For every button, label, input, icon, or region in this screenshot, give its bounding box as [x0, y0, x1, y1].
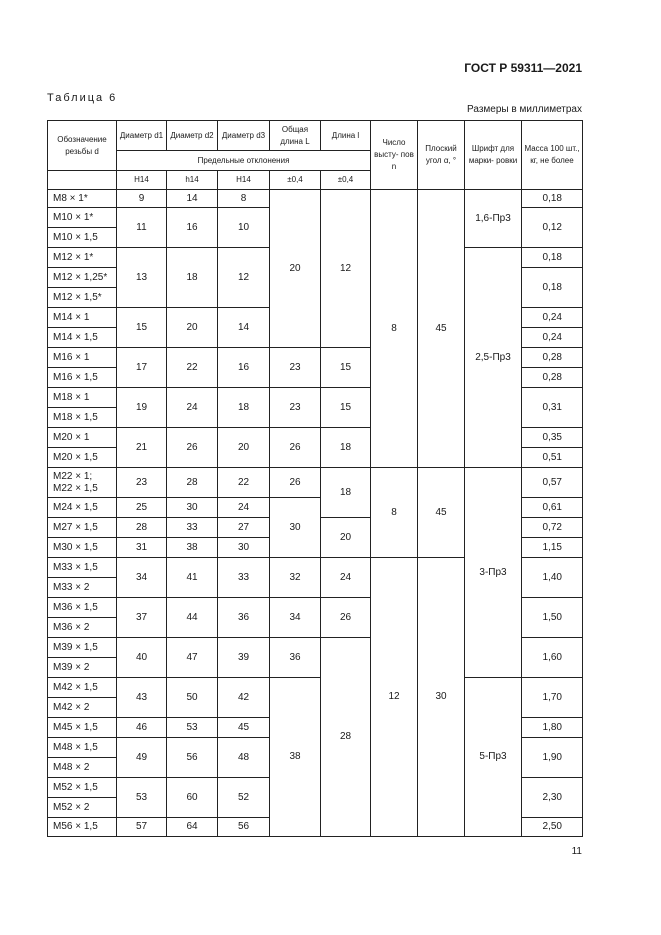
designation-cell: M20 × 1: [48, 428, 117, 448]
alpha-cell: 30: [418, 558, 465, 837]
l-cell: 24: [321, 558, 371, 598]
designation-cell: M14 × 1: [48, 308, 117, 328]
l-cell: 18: [321, 428, 371, 468]
d1-cell: 25: [117, 498, 167, 518]
d3-cell: 45: [218, 718, 270, 738]
d3-cell: 56: [218, 818, 270, 837]
designation-cell: M42 × 2: [48, 698, 117, 718]
mass-cell: 0,31: [522, 388, 583, 428]
designation-cell: M16 × 1: [48, 348, 117, 368]
d2-cell: 20: [167, 308, 218, 348]
tolerance-d2: h14: [167, 171, 218, 190]
L-cell: 38: [270, 678, 321, 837]
col-l: Длина l: [321, 121, 371, 151]
d3-cell: 33: [218, 558, 270, 598]
d3-cell: 30: [218, 538, 270, 558]
designation-cell: M36 × 2: [48, 618, 117, 638]
col-n: Число высту- пов n: [371, 121, 418, 190]
l-cell: 12: [321, 190, 371, 348]
font-cell: 1,6-Пр3: [465, 190, 522, 248]
designation-cell: M48 × 1,5: [48, 738, 117, 758]
standard-header: ГОСТ Р 59311—2021: [464, 61, 582, 75]
font-cell: 5-Пр3: [465, 678, 522, 837]
d2-cell: 26: [167, 428, 218, 468]
mass-cell: 0,28: [522, 368, 583, 388]
l-cell: 26: [321, 598, 371, 638]
col-mass: Масса 100 шт., кг, не более: [522, 121, 583, 190]
d2-cell: 60: [167, 778, 218, 818]
mass-cell: 1,80: [522, 718, 583, 738]
d3-cell: 39: [218, 638, 270, 678]
l-cell: 18: [321, 468, 371, 518]
col-d3: Диаметр d3: [218, 121, 270, 151]
designation-cell: M10 × 1,5: [48, 228, 117, 248]
mass-cell: 0,24: [522, 308, 583, 328]
mass-cell: 0,18: [522, 190, 583, 208]
d2-cell: 28: [167, 468, 218, 498]
n-cell: 8: [371, 468, 418, 558]
mass-cell: 0,57: [522, 468, 583, 498]
mass-cell: 1,40: [522, 558, 583, 598]
d1-cell: 53: [117, 778, 167, 818]
d1-cell: 11: [117, 208, 167, 248]
l-cell: 15: [321, 348, 371, 388]
designation-cell: M33 × 1,5: [48, 558, 117, 578]
mass-cell: 2,30: [522, 778, 583, 818]
d2-cell: 18: [167, 248, 218, 308]
table-row: [48, 190, 583, 208]
d3-cell: 18: [218, 388, 270, 428]
d3-cell: 27: [218, 518, 270, 538]
d2-cell: 41: [167, 558, 218, 598]
designation-cell: M33 × 2: [48, 578, 117, 598]
d2-cell: 64: [167, 818, 218, 837]
d2-cell: 16: [167, 208, 218, 248]
mass-cell: 0,18: [522, 268, 583, 308]
d2-cell: 38: [167, 538, 218, 558]
designation-cell: M12 × 1,5*: [48, 288, 117, 308]
d3-cell: 48: [218, 738, 270, 778]
d1-cell: 31: [117, 538, 167, 558]
d3-cell: 8: [218, 190, 270, 208]
alpha-cell: 45: [418, 190, 465, 468]
designation-cell: M36 × 1,5: [48, 598, 117, 618]
l-cell: 15: [321, 388, 371, 428]
col-designation: Обозначение резьбы d: [48, 121, 117, 171]
d2-cell: 47: [167, 638, 218, 678]
col-d2: Диаметр d2: [167, 121, 218, 151]
col-d1: Диаметр d1: [117, 121, 167, 151]
d3-cell: 20: [218, 428, 270, 468]
designation-cell: M18 × 1,5: [48, 408, 117, 428]
mass-cell: 1,50: [522, 598, 583, 638]
d2-cell: 44: [167, 598, 218, 638]
d3-cell: 36: [218, 598, 270, 638]
d2-cell: 30: [167, 498, 218, 518]
d1-cell: 28: [117, 518, 167, 538]
d2-cell: 53: [167, 718, 218, 738]
tolerance-spacer: [48, 171, 117, 190]
table-row: [48, 468, 583, 498]
designation-cell: M12 × 1,25*: [48, 268, 117, 288]
d2-cell: 33: [167, 518, 218, 538]
mass-cell: 0,24: [522, 328, 583, 348]
col-font: Шрифт для марки- ровки: [465, 121, 522, 190]
designation-cell: M56 × 1,5: [48, 818, 117, 837]
L-cell: 36: [270, 638, 321, 678]
L-cell: 23: [270, 348, 321, 388]
d1-cell: 9: [117, 190, 167, 208]
designation-cell: M48 × 2: [48, 758, 117, 778]
d3-cell: 52: [218, 778, 270, 818]
d2-cell: 50: [167, 678, 218, 718]
mass-cell: 0,51: [522, 448, 583, 468]
mass-cell: 0,35: [522, 428, 583, 448]
d2-cell: 22: [167, 348, 218, 388]
l-cell: 28: [321, 638, 371, 837]
d1-cell: 34: [117, 558, 167, 598]
d3-cell: 16: [218, 348, 270, 388]
designation-cell: M12 × 1*: [48, 248, 117, 268]
d3-cell: 12: [218, 248, 270, 308]
designation-cell: M39 × 1,5: [48, 638, 117, 658]
L-cell: 26: [270, 428, 321, 468]
d3-cell: 42: [218, 678, 270, 718]
font-cell: 2,5-Пр3: [465, 248, 522, 468]
d1-cell: 19: [117, 388, 167, 428]
d1-cell: 46: [117, 718, 167, 738]
d1-cell: 13: [117, 248, 167, 308]
mass-cell: 0,12: [522, 208, 583, 248]
d2-cell: 24: [167, 388, 218, 428]
d1-cell: 57: [117, 818, 167, 837]
l-cell: 20: [321, 518, 371, 558]
designation-cell: M52 × 1,5: [48, 778, 117, 798]
alpha-cell: 45: [418, 468, 465, 558]
d1-cell: 23: [117, 468, 167, 498]
designation-cell: M42 × 1,5: [48, 678, 117, 698]
mass-cell: 1,90: [522, 738, 583, 778]
designation-cell: M8 × 1*: [48, 190, 117, 208]
designation-cell: M14 × 1,5: [48, 328, 117, 348]
d1-cell: 40: [117, 638, 167, 678]
mass-cell: 0,72: [522, 518, 583, 538]
L-cell: 20: [270, 190, 321, 348]
L-cell: 30: [270, 498, 321, 558]
d1-cell: 21: [117, 428, 167, 468]
designation-cell: M24 × 1,5: [48, 498, 117, 518]
d1-cell: 15: [117, 308, 167, 348]
d3-cell: 14: [218, 308, 270, 348]
d1-cell: 43: [117, 678, 167, 718]
d1-cell: 37: [117, 598, 167, 638]
d1-cell: 17: [117, 348, 167, 388]
d3-cell: 22: [218, 468, 270, 498]
units-note: Размеры в миллиметрах: [467, 104, 582, 115]
designation-cell: M27 × 1,5: [48, 518, 117, 538]
mass-cell: 0,28: [522, 348, 583, 368]
designation-cell: M39 × 2: [48, 658, 117, 678]
designation-cell: M52 × 2: [48, 798, 117, 818]
n-cell: 8: [371, 190, 418, 468]
d3-cell: 24: [218, 498, 270, 518]
L-cell: 23: [270, 388, 321, 428]
designation-cell: M30 × 1,5: [48, 538, 117, 558]
mass-cell: 2,50: [522, 818, 583, 837]
designation-cell: M22 × 1; M22 × 1,5: [48, 468, 117, 498]
designation-cell: M45 × 1,5: [48, 718, 117, 738]
tolerance-l: ±0,4: [321, 171, 371, 190]
table-row: [48, 678, 583, 698]
tolerances-label: Предельные отклонения: [117, 151, 371, 171]
col-L: Общая длина L: [270, 121, 321, 151]
tolerance-d1: H14: [117, 171, 167, 190]
d2-cell: 14: [167, 190, 218, 208]
tolerance-L: ±0,4: [270, 171, 321, 190]
designation-cell: M16 × 1,5: [48, 368, 117, 388]
designation-cell: M20 × 1,5: [48, 448, 117, 468]
mass-cell: 0,18: [522, 248, 583, 268]
mass-cell: 0,61: [522, 498, 583, 518]
page-number: 11: [571, 846, 582, 857]
font-cell: 3-Пр3: [465, 468, 522, 678]
d2-cell: 56: [167, 738, 218, 778]
d1-cell: 49: [117, 738, 167, 778]
d3-cell: 10: [218, 208, 270, 248]
L-cell: 26: [270, 468, 321, 498]
L-cell: 34: [270, 598, 321, 638]
col-alpha: Плоский угол α, °: [418, 121, 465, 190]
tolerance-d3: H14: [218, 171, 270, 190]
n-cell: 12: [371, 558, 418, 837]
designation-cell: M10 × 1*: [48, 208, 117, 228]
table-label: Таблица 6: [47, 92, 118, 104]
designation-cell: M18 × 1: [48, 388, 117, 408]
dimensions-table: [47, 120, 583, 837]
mass-cell: 1,60: [522, 638, 583, 678]
L-cell: 32: [270, 558, 321, 598]
mass-cell: 1,15: [522, 538, 583, 558]
mass-cell: 1,70: [522, 678, 583, 718]
